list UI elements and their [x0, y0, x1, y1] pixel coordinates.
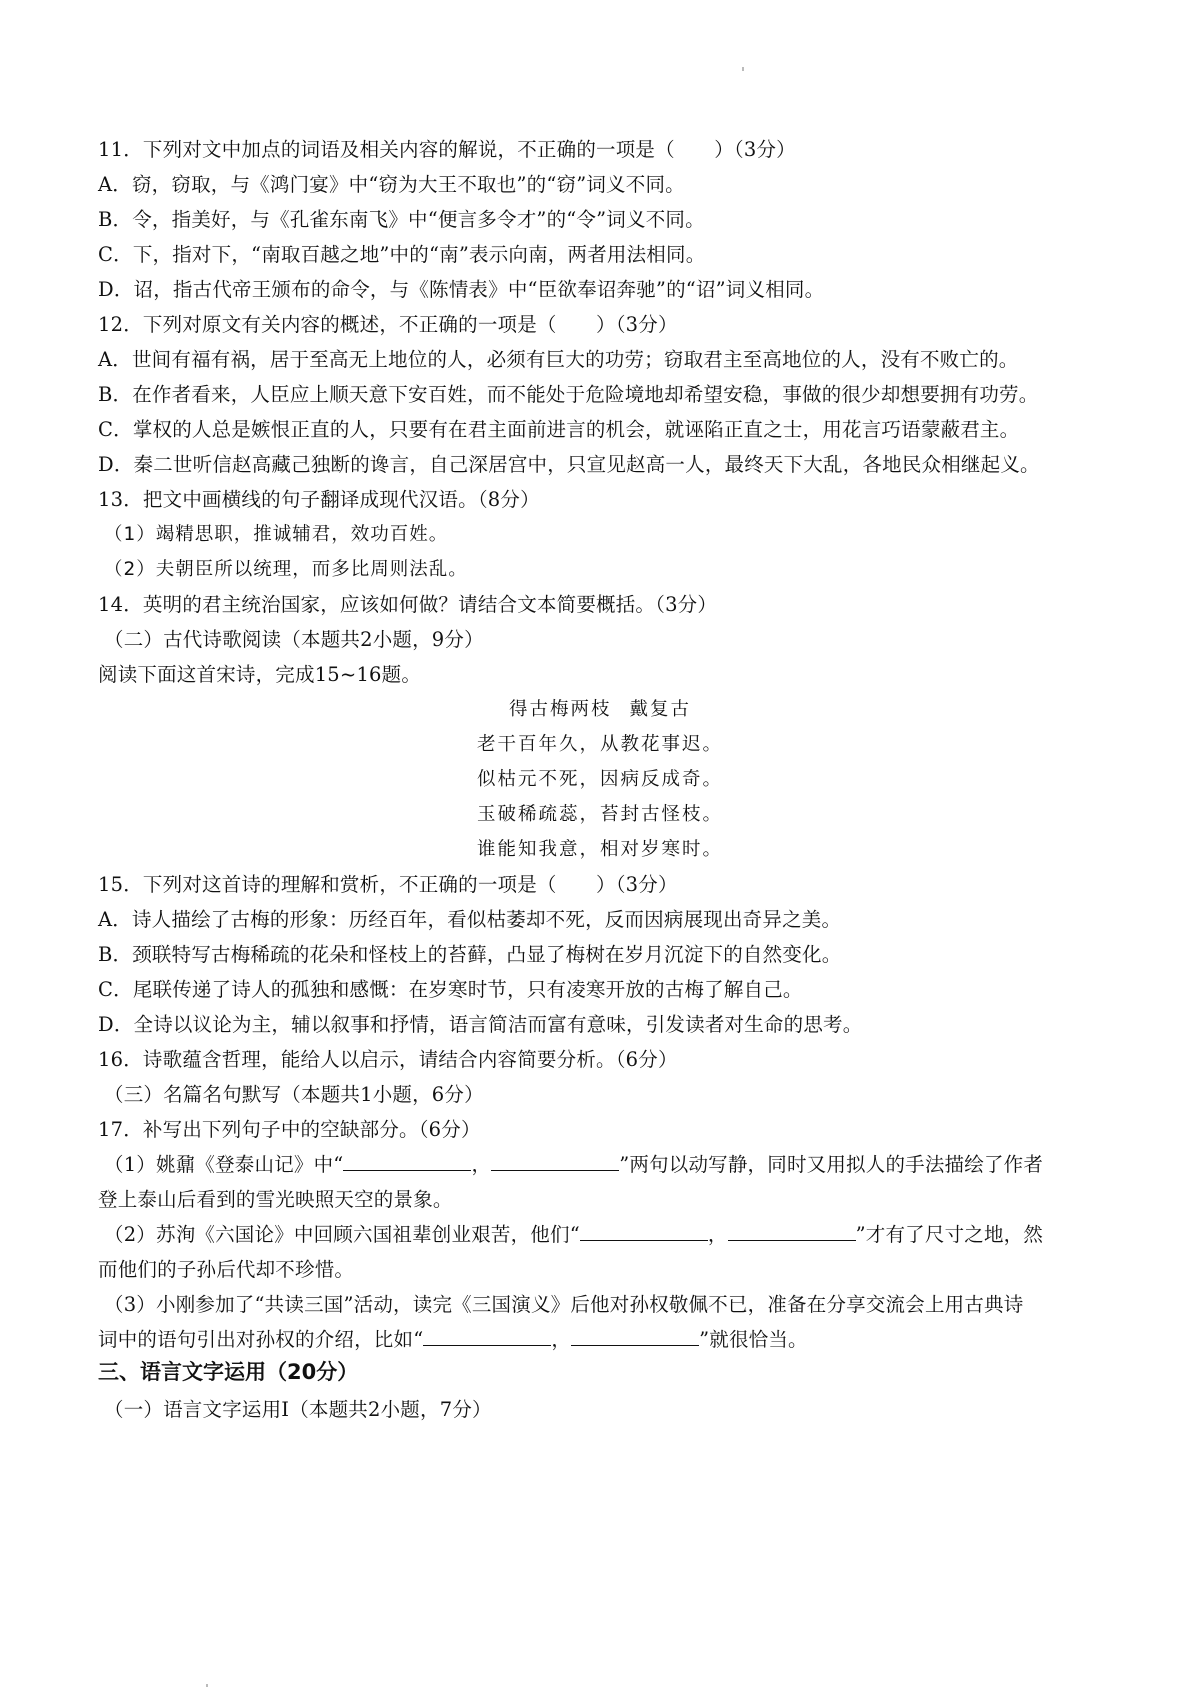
q17-item-1 — [104, 1152, 1043, 1178]
q17-item3-sep: ， — [551, 1328, 572, 1351]
poetry-intro: 阅读下面这首宋诗，完成15~16题。 — [98, 663, 422, 686]
q13-item-2: （2）夫朝臣所以统理，而多比周则法乱。 — [104, 559, 468, 580]
q17-item-2 — [104, 1222, 1043, 1248]
q17-item1-continuation: 登上泰山后看到的雪光映照天空的景象。 — [98, 1188, 453, 1211]
q17-item2-prefix: （2）苏洵《六国论》中回顾六国祖辈创业艰苦，他们“ — [104, 1223, 580, 1246]
section3-heading: 三、语言文字运用（20分） — [98, 1360, 359, 1384]
q17-item2-continuation: 而他们的子孙后代却不珍惜。 — [98, 1258, 355, 1281]
poem-author: 戴复古 — [629, 699, 692, 720]
q15-stem: 15．下列对这首诗的理解和赏析，不正确的一项是（ ）（3分） — [98, 873, 678, 896]
q15-option-b: B．颈联特写古梅稀疏的花朵和怪枝上的苔藓，凸显了梅树在岁月沉淀下的自然变化。 — [98, 943, 842, 966]
poem-title: 得古梅两枝 — [508, 699, 612, 720]
q17-item1-sep: ， — [471, 1153, 492, 1176]
q12-option-c: C．掌权的人总是嫉恨正直的人，只要有在君主面前进言的机会，就诬陷正直之士，用花言巧语蒙蔽君主。 — [98, 418, 1020, 441]
poem-line-1: 老干百年久，从教花事迟。 — [476, 734, 723, 755]
q17-item1-prefix: （1）姚鼐《登泰山记》中“ — [104, 1153, 344, 1176]
q17-item3-prefix: 词中的语句引出对孙权的介绍，比如“ — [98, 1328, 424, 1351]
q17-item3-line1: （3）小刚参加了“共读三国”活动，读完《三国演义》后他对孙权敬佩不已，准备在分享交流会上用古典诗 — [104, 1293, 1024, 1316]
section3-sub-heading: （一）语言文字运用Ⅰ（本题共2小题，7分） — [104, 1398, 492, 1421]
q15-option-a: A．诗人描绘了古梅的形象：历经百年，看似枯萎却不死，反而因病展现出奇异之美。 — [98, 908, 842, 931]
scan-mark — [742, 67, 744, 71]
q17-item2-suffix: ”才有了尺寸之地，然 — [855, 1223, 1044, 1246]
q11-option-d: D．诏，指古代帝王颁布的命令，与《陈情表》中“臣欲奉诏奔驰”的“诏”词义相同。 — [98, 278, 825, 301]
q12-option-a: A．世间有福有祸，居于至高无上地位的人，必须有巨大的功劳；窃取君主至高地位的人，没有不败亡的。 — [98, 348, 1019, 371]
poem-title-line — [0, 697, 1200, 723]
q17-item3-suffix: ”就很恰当。 — [699, 1328, 808, 1351]
q11-stem: 11．下列对文中加点的词语及相关内容的解说，不正确的一项是（ ）（3分） — [98, 138, 796, 161]
poem-line-2: 似枯元不死，因病反成奇。 — [476, 769, 723, 790]
q11-option-c: C．下，指对下，“南取百越之地”中的“南”表示向南，两者用法相同。 — [98, 243, 706, 266]
recite-section-heading: （三）名篇名句默写（本题共1小题，6分） — [104, 1083, 484, 1106]
q14-stem: 14．英明的君主统治国家，应该如何做？请结合文本简要概括。（3分） — [98, 593, 718, 616]
q11-option-a: A．窃，窃取，与《鸿门宴》中“窃为大王不取也”的“窃”词义不同。 — [98, 173, 685, 196]
q13-item-1: （1）竭精思职，推诚辅君，效功百姓。 — [104, 524, 449, 545]
fill-blank[interactable] — [571, 1327, 699, 1346]
fill-blank[interactable] — [423, 1327, 551, 1346]
q17-item1-suffix: ”两句以动写静，同时又用拟人的手法描绘了作者 — [619, 1153, 1044, 1176]
q16-stem: 16．诗歌蕴含哲理，能给人以启示，请结合内容简要分析。（6分） — [98, 1048, 678, 1071]
q15-option-d: D．全诗以议论为主，辅以叙事和抒情，语言简洁而富有意味，引发读者对生命的思考。 — [98, 1013, 863, 1036]
q13-stem: 13．把文中画横线的句子翻译成现代汉语。（8分） — [98, 488, 540, 511]
poem-line-4: 谁能知我意，相对岁寒时。 — [476, 839, 723, 860]
poem-line-3: 玉破稀疏蕊，苔封古怪枝。 — [476, 804, 723, 825]
poetry-section-heading: （二）古代诗歌阅读（本题共2小题，9分） — [104, 628, 484, 651]
scan-mark — [206, 1684, 208, 1687]
q17-item-3 — [98, 1327, 808, 1353]
q17-stem: 17．补写出下列句子中的空缺部分。（6分） — [98, 1118, 481, 1141]
q11-option-b: B．令，指美好，与《孔雀东南飞》中“便言多令才”的“令”词义不同。 — [98, 208, 705, 231]
q12-option-d: D．秦二世听信赵高藏己独断的谗言，自己深居宫中，只宣见赵高一人，最终天下大乱，各地民众相继起义。 — [98, 453, 1040, 476]
q17-item2-sep: ， — [707, 1223, 728, 1246]
fill-blank[interactable] — [728, 1222, 856, 1241]
q12-option-b: B．在作者看来，人臣应上顺天意下安百姓，而不能处于危险境地却希望安稳，事做的很少却想要拥有功劳。 — [98, 383, 1039, 406]
q12-stem: 12．下列对原文有关内容的概述，不正确的一项是（ ）（3分） — [98, 313, 678, 336]
q15-option-c: C．尾联传递了诗人的孤独和感慨：在岁寒时节，只有凌寒开放的古梅了解自己。 — [98, 978, 803, 1001]
fill-blank[interactable] — [343, 1152, 471, 1171]
fill-blank[interactable] — [491, 1152, 619, 1171]
fill-blank[interactable] — [580, 1222, 708, 1241]
